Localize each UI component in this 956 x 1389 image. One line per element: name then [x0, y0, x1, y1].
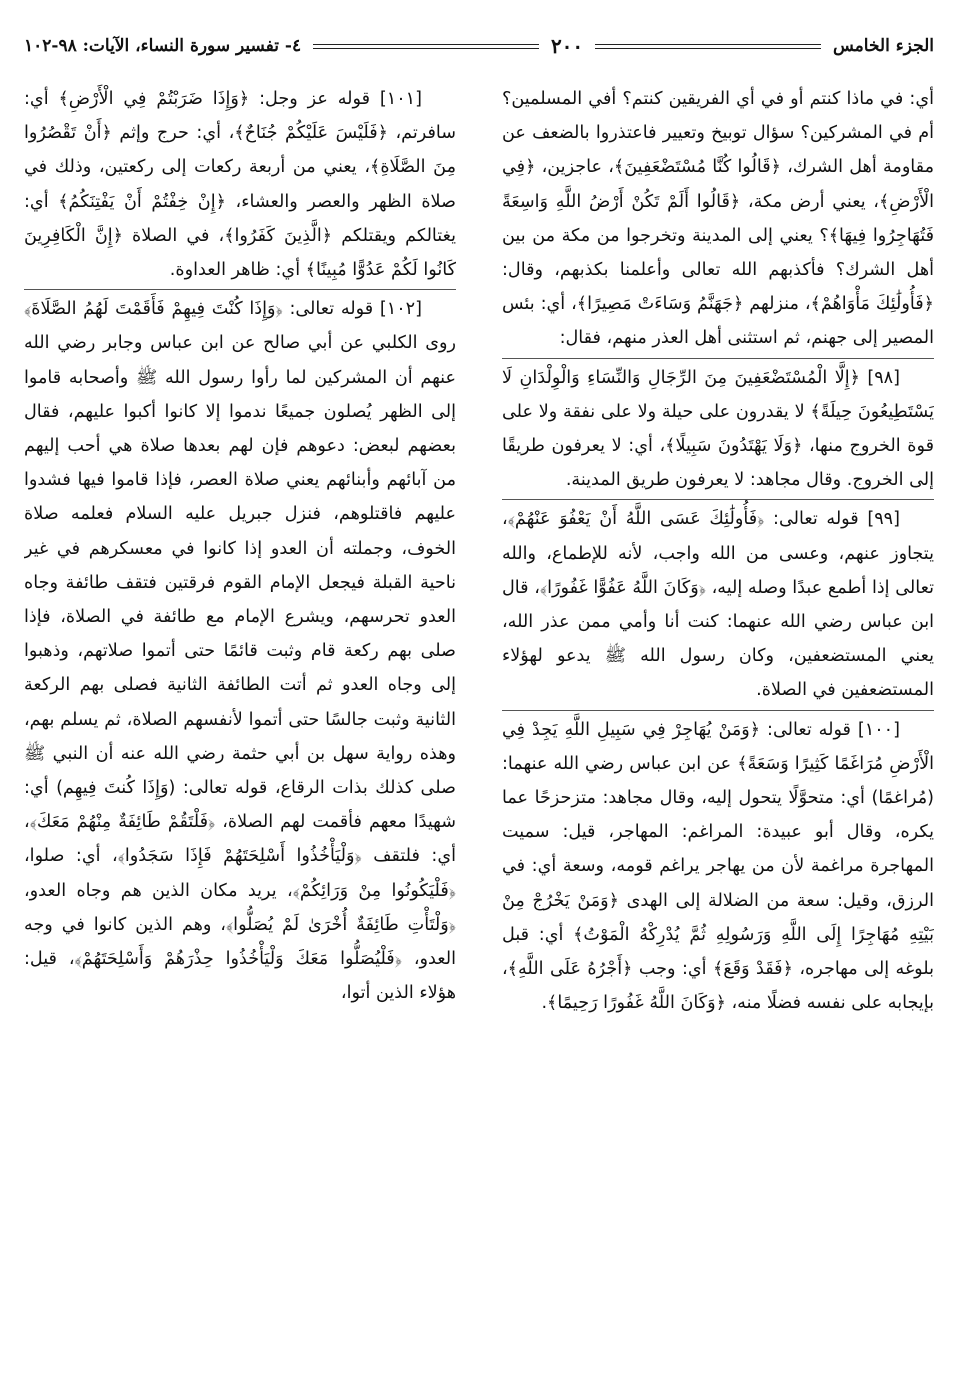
- paragraph: [١٠١] قوله عز وجل: ﴿وَإِذَا ضَرَبْتُمْ فِي الْأَرْضِ﴾ أي: سافرتم، ﴿فَلَيْسَ عَلَيْكُمْ جُنَاحٌ﴾، أي: حرج وإثم ﴿أَنْ تَقْصُرُوا مِنَ الصَّلَاةِ﴾، يعني من أربعة ركعات إلى ركعتين، وذلك في صلاة الظهر والعصر والعشاء، ﴿إِنْ خِفْتُمْ أَنْ يَفْتِنَكُمُ﴾ أي: يغتالكم ويقتلكم ﴿الَّذِينَ كَفَرُوا﴾، في الصلاة ﴿إِنَّ الْكَافِرِينَ كَانُوا لَكُمْ عَدُوًّا مُبِينًا﴾ أي: ظاهر العداوة.: [24, 89, 456, 281]
- paragraph: [٩٩] قوله تعالى: ﴿فَأُولَٰئِكَ عَسَى اللَّهُ أَنْ يَعْفُوَ عَنْهُمْ﴾، يتجاوز عنهم، وعسى من الله واجب، لأنه للإطماع، والله تعالى إذا أطمع عبدًا وصله إليه، ﴿وَكَانَ اللَّهُ عَفُوًّا غَفُورًا﴾، قال ابن عباس رضي الله عنهما: كنت أنا وأمي ممن عذر الله، يعني المستضعفين، وكان رسول الله ﷺ يدعو لهؤلاء المستضعفين في الصلاة.: [502, 509, 934, 701]
- header-rule-right: [595, 44, 821, 49]
- paragraph: [٩٨] ﴿إِلَّا الْمُسْتَضْعَفِينَ مِنَ الرِّجَالِ وَالنِّسَاءِ وَالْوِلْدَانِ لَا يَسْتَطِيعُونَ حِيلَةً﴾ لا يقدرون على حيلة ولا على نفقة ولا على قوة الخروج منها، ﴿وَلَا يَهْتَدُونَ سَبِيلًا﴾، أي: لا يعرفون طريقًا إلى الخروج. وقال مجاهد: لا يعرفون طريق المدينة.: [502, 367, 934, 491]
- paragraph-divider: [24, 289, 456, 290]
- header-rule-left: [313, 44, 539, 49]
- page-header: [24, 28, 934, 65]
- left-column: [24, 82, 456, 1382]
- paragraph-divider: [502, 710, 934, 711]
- paragraph-divider: [502, 358, 934, 359]
- book-page: [24, 28, 934, 1373]
- paragraph: [١٠٠] قوله تعالى: ﴿وَمَنْ يُهَاجِرْ فِي سَبِيلِ اللَّهِ يَجِدْ فِي الْأَرْضِ مُرَاغَمًا كَثِيرًا وَسَعَةً﴾ عن ابن عباس رضي الله عنهما: (مُراغمًا) أي: متحوَّلًا يتحول إليه، وقال مجاهد: متزحزحًا عما يكره، وقال أبو عبيدة: المراغم: المهاجر، قيل: سميت المهاجرة مراغمة لأن من يهاجر يراغم قومه، وسعة أي: في الرزق، وقيل: سعة من الضلالة إلى الهدى ﴿وَمَنْ يَخْرُجْ مِنْ بَيْتِهِ مُهَاجِرًا إِلَى اللَّهِ وَرَسُولِهِ ثُمَّ يُدْرِكْهُ الْمَوْتُ﴾ أي: قبل بلوغه إلى مهاجره، ﴿فَقَدْ وَقَعَ﴾ أي: وجب ﴿أَجْرُهُ عَلَى اللَّهِ﴾، بإيجابه على نفسه فضلًا منه، ﴿وَكَانَ اللَّهُ غَفُورًا رَحِيمًا﴾.: [502, 719, 934, 1014]
- paragraph: أي: في ماذا كنتم أو في أي الفريقين كنتم؟ أفي المسلمين؟ أم في المشركين؟ سؤال توبيخ وتعيير فاعتذروا بالضعف عن مقاومة أهل الشرك، ﴿قَالُوا كُنَّا مُسْتَضْعَفِينَ﴾، عاجزين، ﴿فِي الْأَرْضِ﴾، يعني أرض مكة، ﴿قَالُوا أَلَمْ تَكُنْ أَرْضُ اللَّهِ وَاسِعَةً فَتُهَاجِرُوا فِيهَا﴾؟ يعني إلى المدينة وتخرجوا من مكة من بين أهل الشرك؟ فأكذبهم الله تعالى وأعلمنا بكذبهم، وقال: ﴿فَأُولَٰئِكَ مَأْوَاهُمْ﴾، منزلهم ﴿جَهَنَّمُ وَسَاءَتْ مَصِيرًا﴾، أي: بئس المصير إلى جهنم، ثم استثنى أهل العذر منهم، فقال:: [502, 89, 934, 349]
- volume-label: الجزء الخامس: [832, 36, 934, 56]
- paragraph: [١٠٢] قوله تعالى: ﴿وَإِذَا كُنْتَ فِيهِمْ فَأَقَمْتَ لَهُمُ الصَّلَاةَ﴾ روى الكلبي عن أبي صالح عن ابن عباس وجابر رضي الله عنهم أن المشركين لما رأوا رسول الله ﷺ وأصحابه قاموا إلى الظهر يُصلون جميعًا ندموا إلا كانوا أكبوا عليهم، فقال بعضهم لبعض: دعوهم فإن لهم بعدها صلاة هي أحب إليهم من آبائهم وأبنائهم يعني صلاة العصر، فإذا قاموا فيها فشدوا عليهم فاقتلوهم، فنزل جبريل عليه السلام فعلمه صلاة الخوف، وجملته أن العدو إذا كانوا في معسكرهم في غير ناحية القبلة فيجعل الإمام القوم فرقتين فتقف طائفة وجاه العدو تحرسهم، ويشرع الإمام مع طائفة في الصلاة، فإذا صلى بهم ركعة قام وثبت قائمًا حتى أتموا صلاتهم، وذهبوا إلى وجاه العدو ثم أتت الطائفة الثانية فصلى بهم الركعة الثانية وثبت جالسًا حتى أتموا لأنفسهم الصلاة، ثم يسلم بهم، وهذه رواية سهل بن أبي حثمة رضي الله عنه أن النبي ﷺ صلى كذلك بذات الرقاع، قوله تعالى: (وَإِذَا كُنتَ فِيهِم) أي: شهيدًا معهم فأقمت لهم الصلاة، ﴿فَلْتَقُمْ طَائِفَةٌ مِنْهُمْ مَعَكَ﴾، أي: فلتقف ﴿وَلْيَأْخُذُوا أَسْلِحَتَهُمْ فَإِذَا سَجَدُوا﴾، أي: صلوا، ﴿فَلْيَكُونُوا مِنْ وَرَائِكُمْ﴾، يريد مكان الذين هم وجاه العدو، ﴿وَلْتَأْتِ طَائِفَةٌ أُخْرَىٰ لَمْ يُصَلُّوا﴾، وهم الذين كانوا في وجه العدو، ﴿فَلْيُصَلُّوا مَعَكَ وَلْيَأْخُذُوا حِذْرَهُمْ وَأَسْلِحَتَهُمْ﴾، قيل: هؤلاء الذين أتوا،: [24, 299, 456, 1004]
- right-column: [502, 82, 934, 1382]
- page-number: ٢٠٠: [550, 34, 584, 58]
- chapter-label: ٤- تفسير سورة النساء، الآيات: ٩٨-١٠٢: [23, 36, 302, 56]
- paragraph-divider: [502, 499, 934, 500]
- text-columns: [24, 82, 934, 1382]
